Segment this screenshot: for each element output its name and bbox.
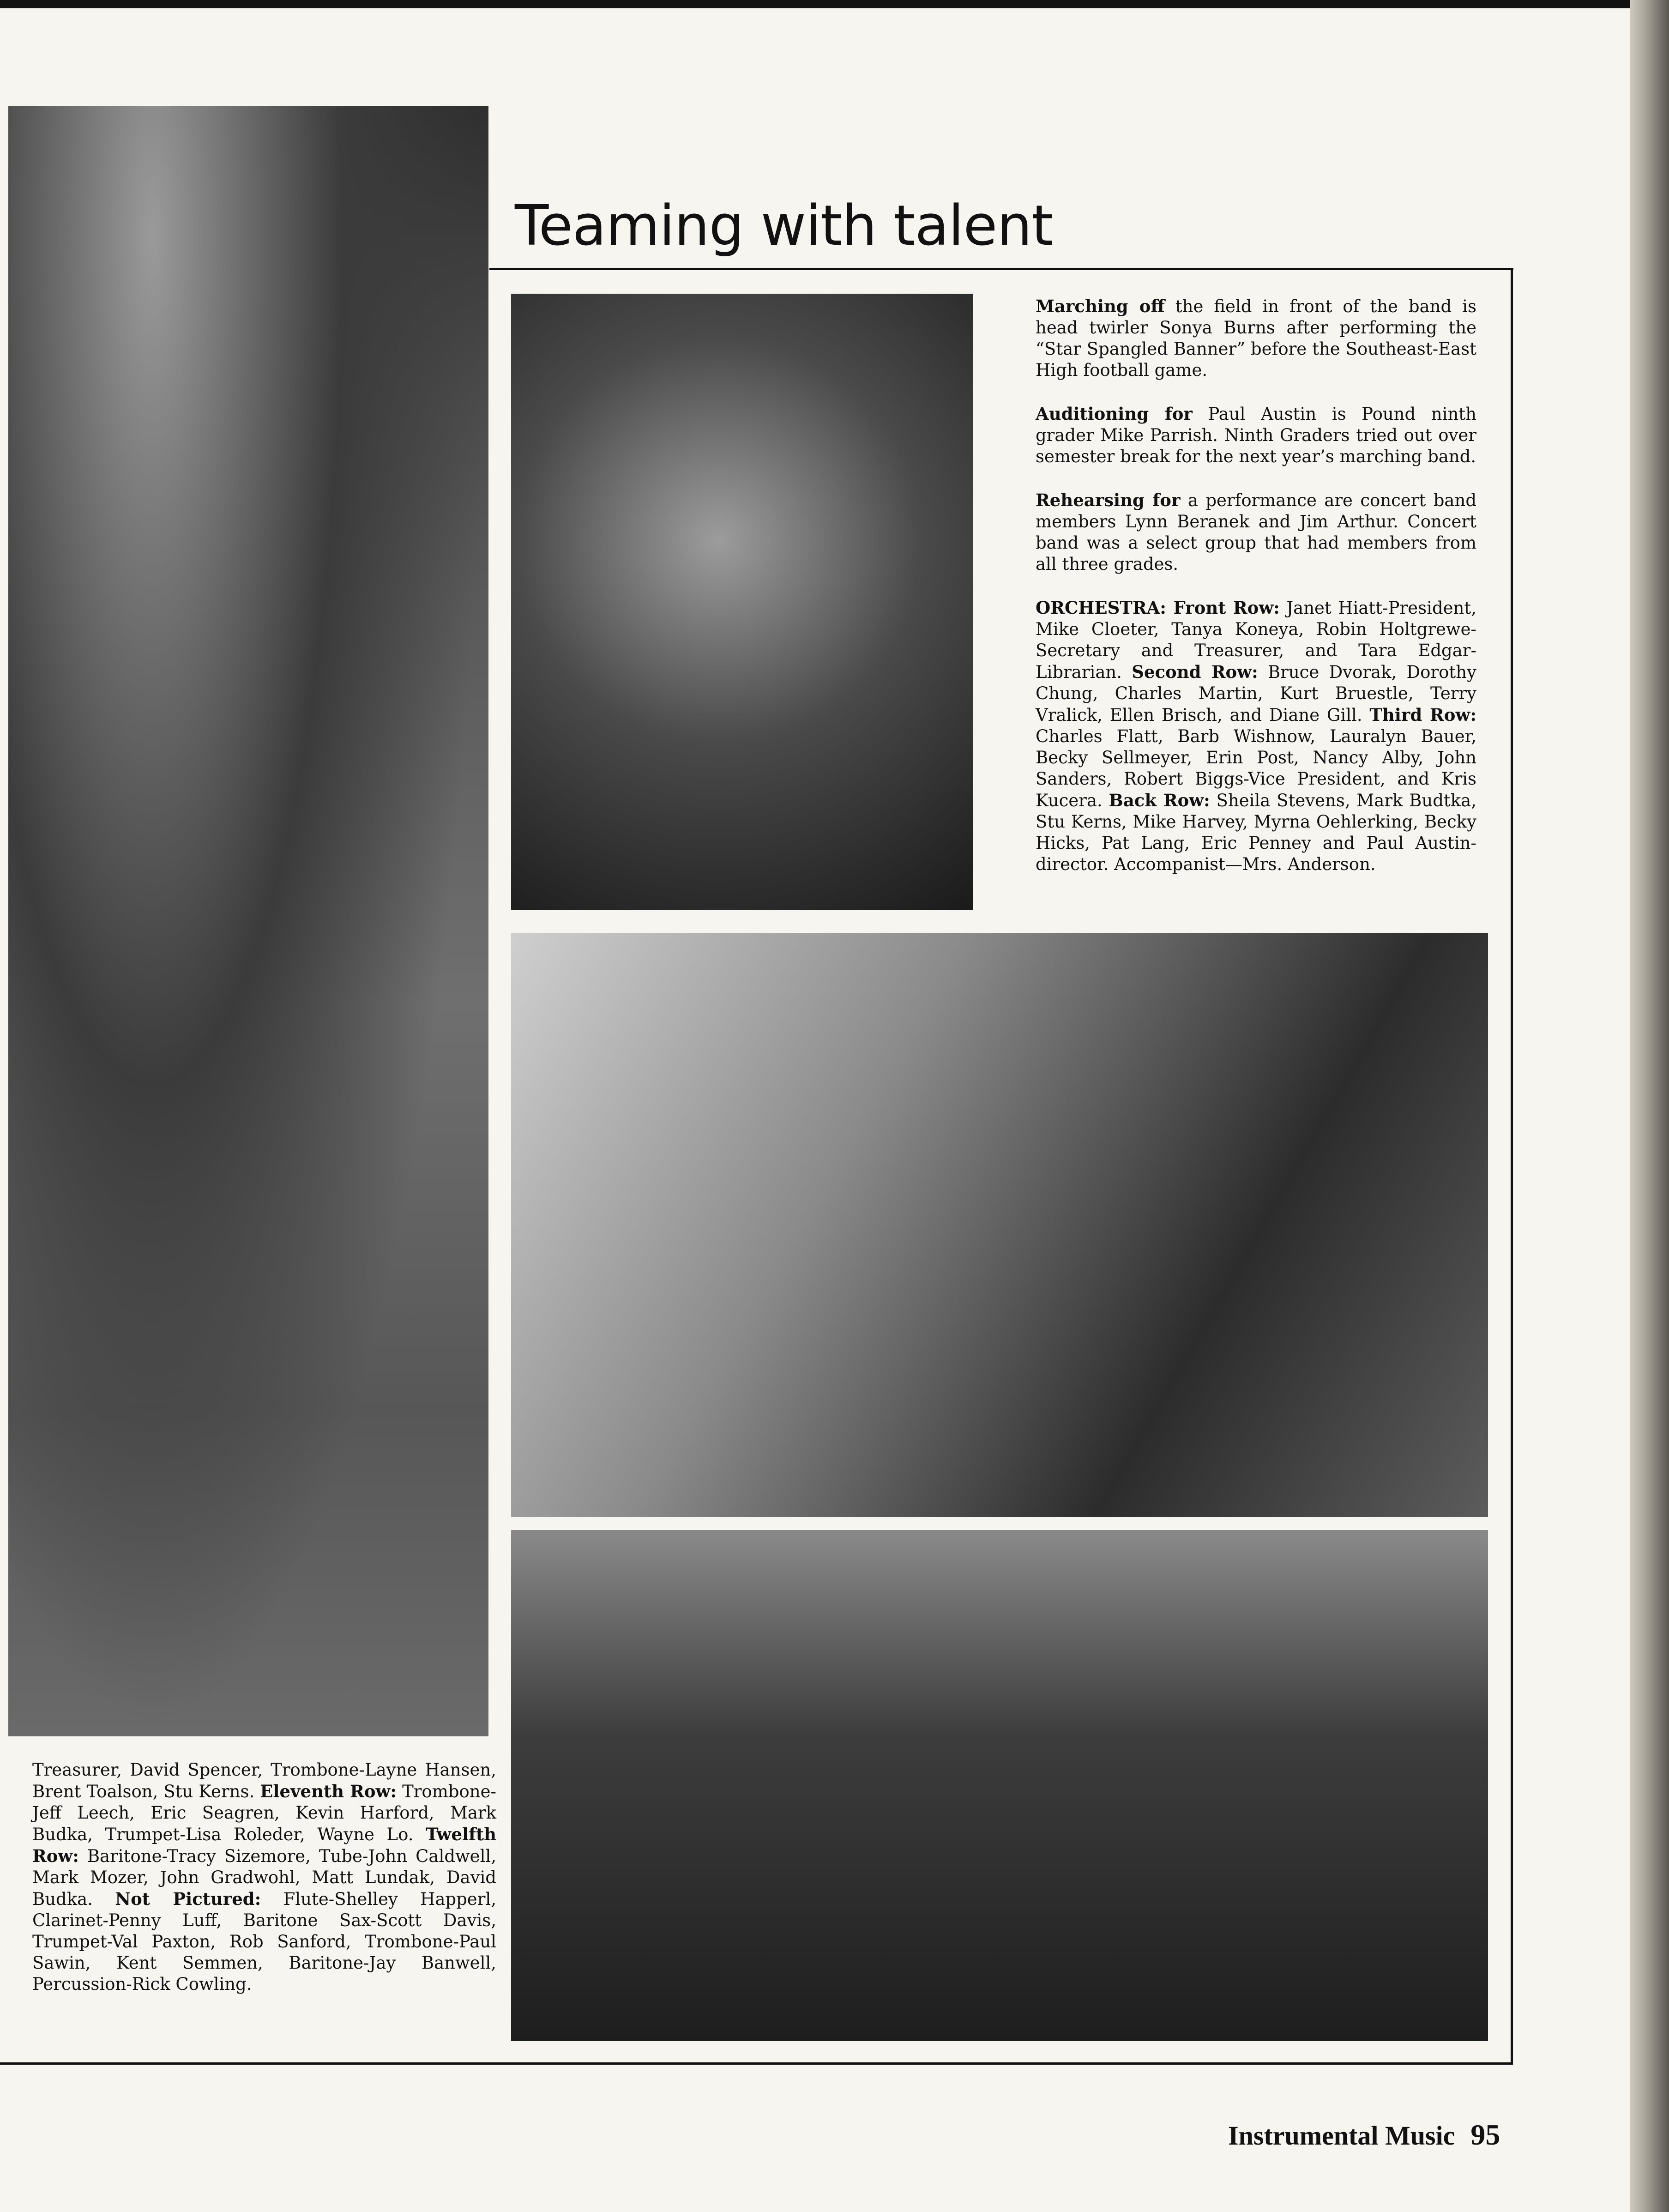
- roster-text: Baritone-Tracy Sizemore, Tube-John Caldwell, Mark Mozer, John Gradwohl, Matt Lundak, David Budka.: [32, 1846, 496, 1909]
- roster-label: Back Row:: [1109, 790, 1210, 810]
- roster-intro: Treasurer, David Spencer, Trombone-Layne Hansen, Brent Toalson, Stu Kerns.: [32, 1760, 496, 1801]
- roster-label: Not Pictured:: [115, 1889, 261, 1909]
- top-border: [0, 0, 1630, 8]
- caption-text: Paul Austin is Pound ninth grader Mike Parrish. Ninth Graders tried out over semester break for the next year’s marching band.: [1036, 404, 1476, 466]
- orchestra-roster: [1036, 597, 1476, 875]
- caption-column: [1036, 296, 1476, 897]
- page-headline: Teaming with talent: [515, 194, 1053, 258]
- roster-text: Janet Hiatt-President, Mike Cloeter, Tanya Koneya, Robin Holtgrewe-Secretary and Treasurer, and Tara Edgar-Librarian.: [1036, 598, 1476, 682]
- roster-text: Charles Flatt, Barb Wishnow, Lauralyn Bauer, Becky Sellmeyer, Erin Post, Nancy Alby, John Sanders, Robert Biggs-Vice President, and Kris Kucera.: [1036, 726, 1476, 810]
- page-edge: [1630, 0, 1669, 2212]
- caption-rehearsing: [1036, 490, 1476, 575]
- caption-lead: Auditioning for: [1036, 404, 1193, 424]
- right-rule: [1511, 268, 1513, 2064]
- roster-text: Flute-Shelley Happerl, Clarinet-Penny Luff, Baritone Sax-Scott Davis, Trumpet-Val Paxton, Rob Sanford, Trombone-Paul Sawin, Kent Semmen, Baritone-Jay Banwell, Percussion-Rick Cowling.: [32, 1889, 496, 1994]
- headline-rule: [489, 268, 1513, 270]
- roster-text: Bruce Dvorak, Dorothy Chung, Charles Martin, Kurt Bruestle, Terry Vralick, Ellen Brisch, and Diane Gill.: [1036, 662, 1476, 725]
- continued-roster: [32, 1759, 496, 1995]
- photo-euphonium-player: [511, 294, 973, 910]
- section-title: Instrumental Music: [1228, 2121, 1455, 2151]
- caption-lead: Rehearsing for: [1036, 490, 1181, 510]
- caption-text: a performance are concert band members Lynn Beranek and Jim Arthur. Concert band was a select group that had members from all three grades.: [1036, 490, 1477, 574]
- roster-label: Twelfth Row:: [32, 1824, 496, 1866]
- caption-auditioning: [1036, 403, 1476, 467]
- caption-text: the field in front of the band is head twirler Sonya Burns after performing the “Star Spangled Banner” before the Southeast-East High football game.: [1036, 296, 1476, 380]
- page-number: 95: [1470, 2118, 1500, 2151]
- roster-label: Third Row:: [1369, 705, 1476, 725]
- photo-trumpet-players: [511, 933, 1488, 1517]
- roster-text: Sheila Stevens, Mark Budtka, Stu Kerns, Mike Harvey, Myrna Oehlerking, Becky Hicks, Pat Lang, Eric Penney and Paul Austin-director. Accompanist—Mrs. Anderson.: [1036, 791, 1476, 874]
- roster-text: Trombone-Jeff Leech, Eric Seagren, Kevin Harford, Mark Budka, Trumpet-Lisa Roleder, Wayne Lo.: [32, 1782, 496, 1844]
- roster-label: ORCHESTRA: Front Row:: [1036, 598, 1280, 618]
- roster-label: Eleventh Row:: [260, 1781, 397, 1801]
- page-footer: [1228, 2118, 1500, 2152]
- bottom-rule: [0, 2062, 1513, 2065]
- photo-marching-band: [8, 106, 488, 1736]
- roster-label: Second Row:: [1132, 662, 1258, 682]
- caption-marching: [1036, 296, 1476, 381]
- photo-orchestra-group: [511, 1530, 1488, 2041]
- caption-lead: Marching off: [1036, 296, 1165, 316]
